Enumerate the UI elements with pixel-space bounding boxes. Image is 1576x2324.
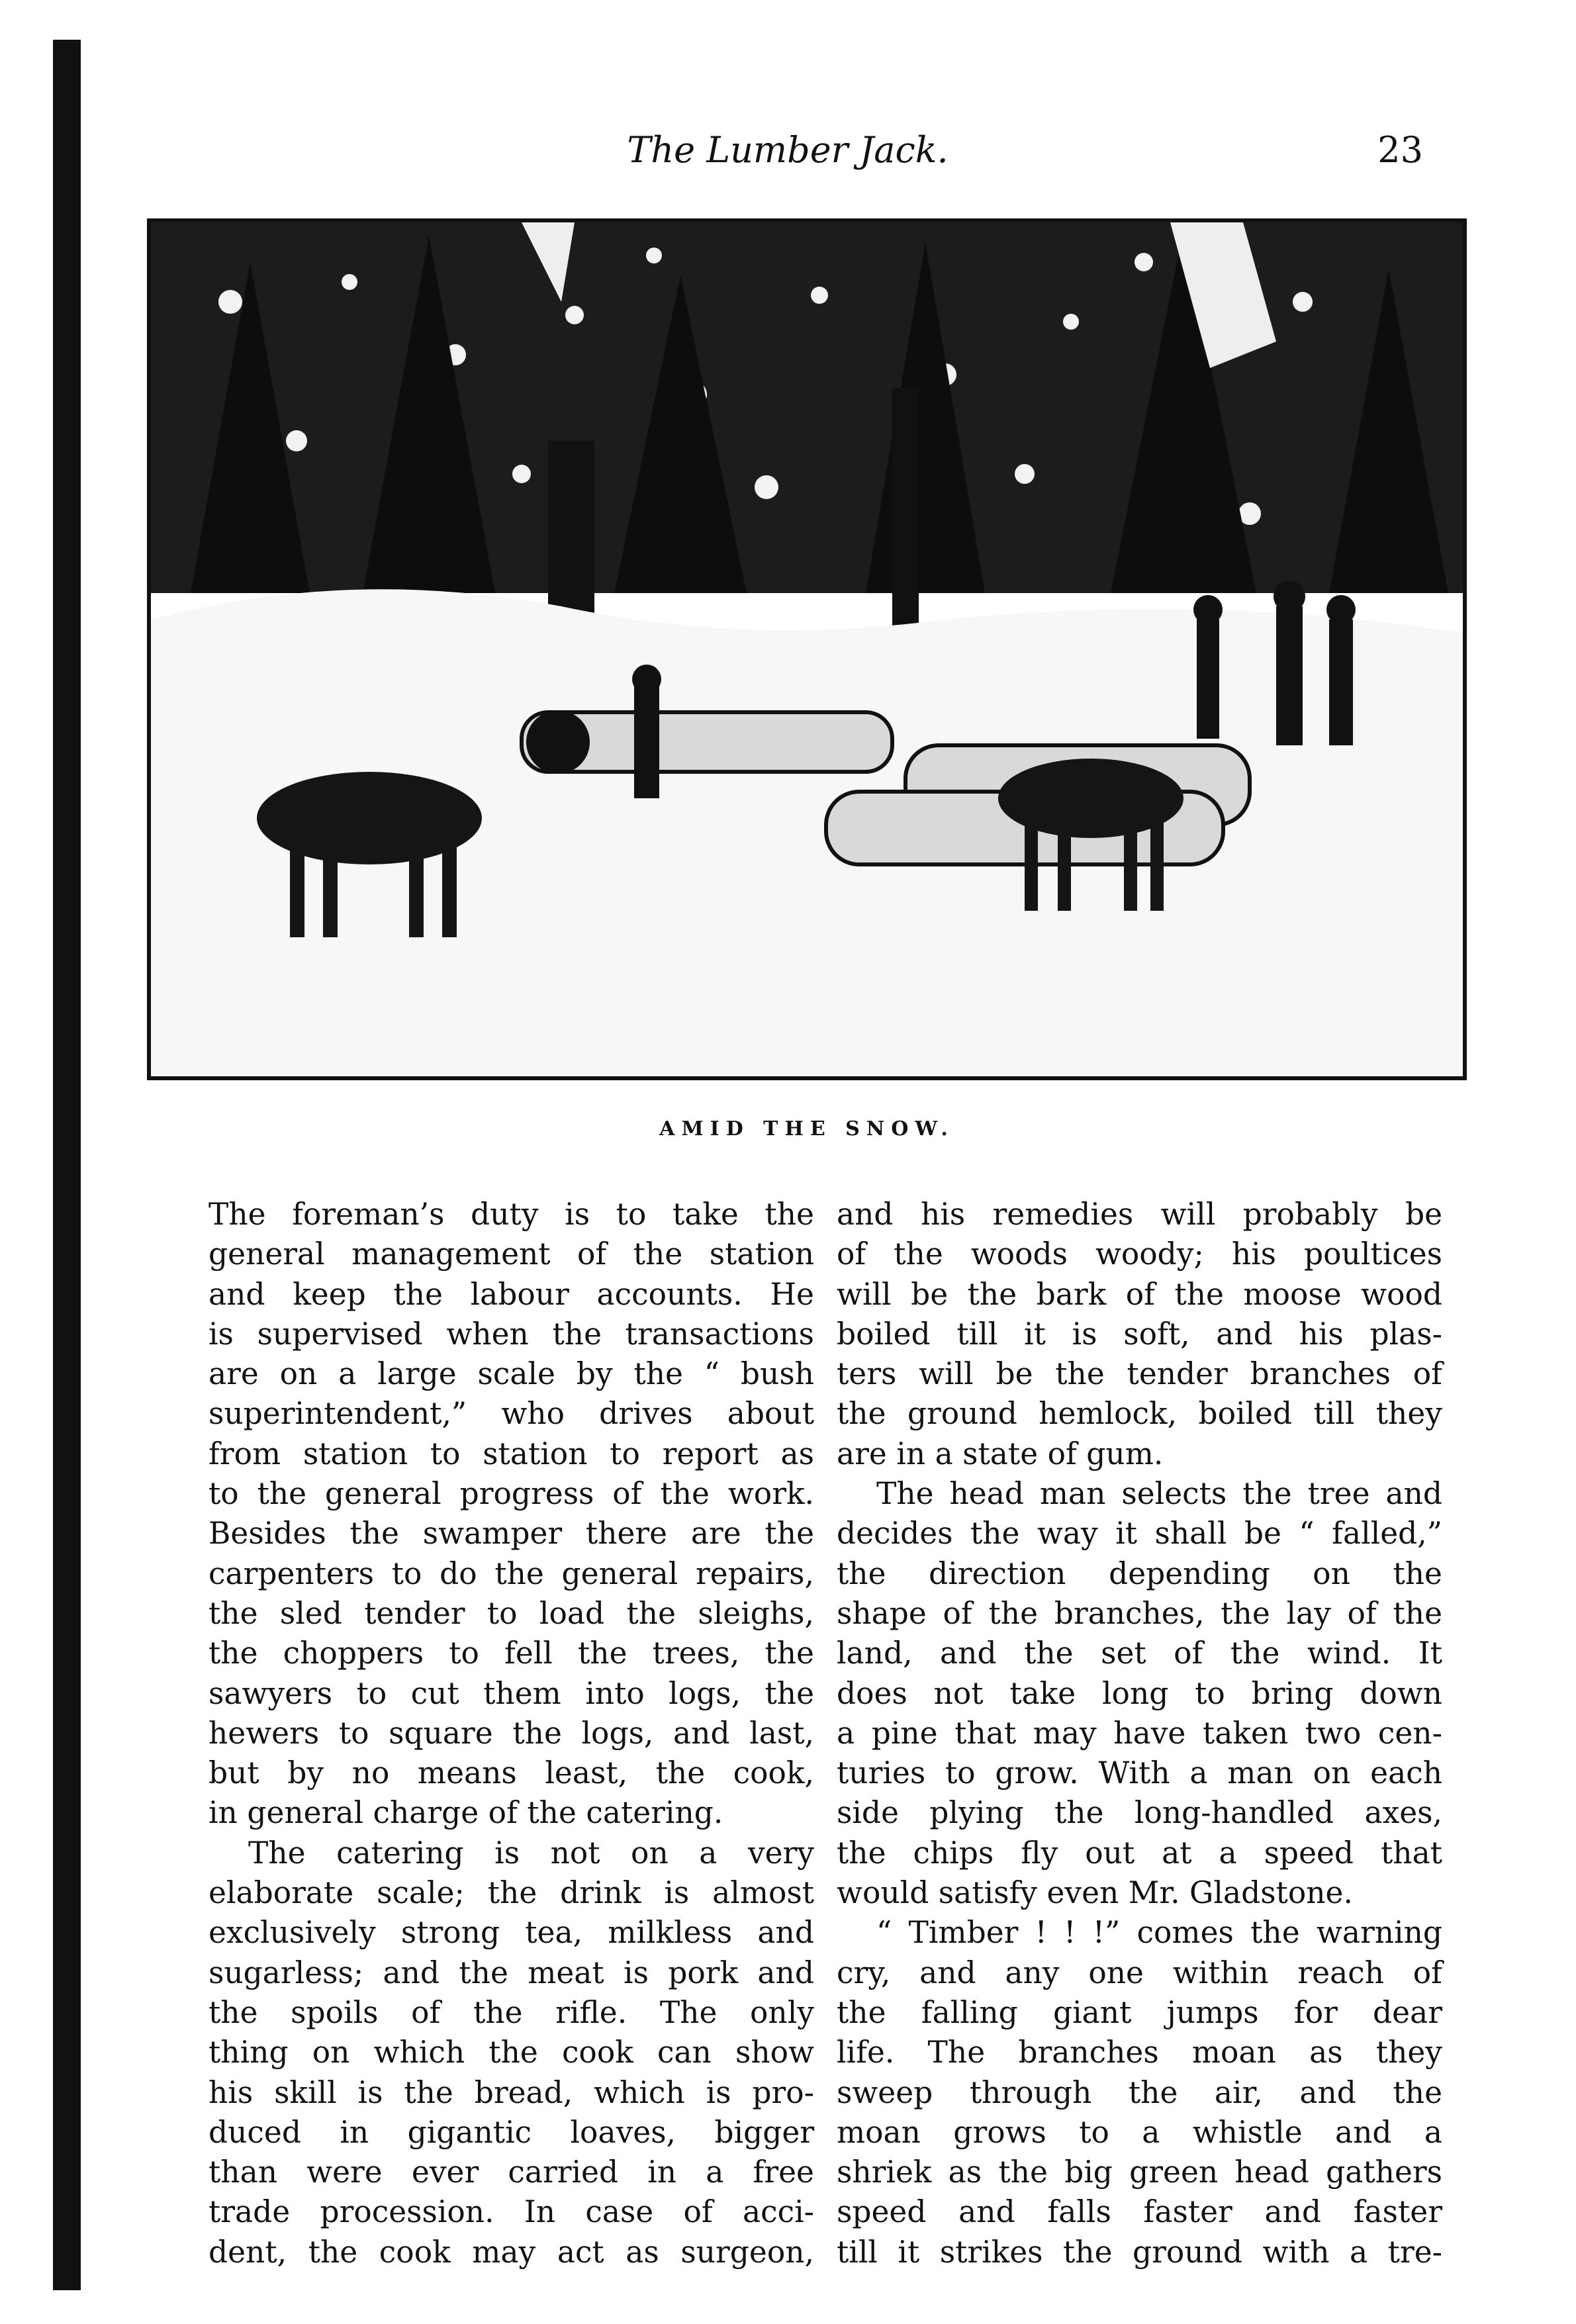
text-line: dent, the cook may act as surgeon, (209, 2234, 814, 2270)
text-line: from station to station to report as (209, 1436, 814, 1471)
text-line: the chips fly out at a speed that (837, 1835, 1442, 1871)
text-line: the spoils of the rifle. The only (209, 1994, 814, 2030)
text-line: sweep through the air, and the (837, 2074, 1442, 2110)
figure-caption: AMID THE SNOW. (659, 1117, 954, 1140)
text-line: moan grows to a whistle and a (837, 2114, 1442, 2150)
text-line: shape of the branches, the lay of the (837, 1595, 1442, 1631)
text-line: life. The branches moan as they (837, 2035, 1442, 2070)
text-line: turies to grow. With a man on each (837, 1755, 1442, 1791)
text-line: and keep the labour accounts. He (209, 1276, 814, 1312)
text-line: the falling giant jumps for dear (837, 1994, 1442, 2030)
text-line: the ground hemlock, boiled till they (837, 1396, 1442, 1432)
text-line: superintendent,” who drives about (209, 1396, 814, 1432)
winter-logging-scene-icon (151, 222, 1463, 1076)
text-line: would satisfy even Mr. Gladstone. (837, 1875, 1353, 1911)
text-line: general management of the station (209, 1236, 814, 1272)
text-line: carpenters to do the general repairs, (209, 1556, 814, 1591)
text-line: decides the way it shall be “ falled,” (837, 1516, 1442, 1552)
running-title: The Lumber Jack. (627, 129, 949, 171)
text-line: than were ever carried in a free (209, 2155, 814, 2190)
text-line: land, and the set of the wind. It (837, 1636, 1442, 1671)
text-line: cry, and any one within reach of (837, 1955, 1442, 1990)
text-line: sugarless; and the meat is pork and (209, 1955, 814, 1990)
text-line: are in a state of gum. (837, 1436, 1164, 1471)
text-line: “ Timber ! ! !” comes the warning (876, 1915, 1442, 1951)
page-header (152, 129, 1423, 182)
text-line: and his remedies will probably be (837, 1197, 1442, 1232)
text-line: The head man selects the tree and (876, 1476, 1442, 1512)
text-column-right (837, 1195, 1442, 2272)
text-line: trade procession. In case of acci- (209, 2194, 814, 2230)
text-line: but by no means least, the cook, (209, 1755, 814, 1791)
text-line: elaborate scale; the drink is almost (209, 1875, 814, 1911)
text-line: does not take long to bring down (837, 1675, 1442, 1711)
text-line: is supervised when the transactions (209, 1316, 814, 1352)
text-line: the sled tender to load the sleighs, (209, 1595, 814, 1631)
text-line: in general charge of the catering. (209, 1795, 723, 1831)
text-line: hewers to square the logs, and last, (209, 1715, 814, 1751)
text-line: of the woods woody; his poultices (837, 1236, 1442, 1272)
text-line: sawyers to cut them into logs, the (209, 1675, 814, 1711)
photo-amid-the-snow (147, 218, 1467, 1080)
text-line: side plying the long-handled axes, (837, 1795, 1442, 1831)
text-line: will be the bark of the moose wood (837, 1276, 1442, 1312)
text-line: duced in gigantic loaves, bigger (209, 2114, 814, 2150)
text-line: The foreman’s duty is to take the (209, 1197, 814, 1232)
text-line: are on a large scale by the “ bush (209, 1356, 814, 1392)
text-line: ters will be the tender branches of (837, 1356, 1442, 1392)
text-column-left (209, 1195, 814, 2272)
text-line: thing on which the cook can show (209, 2035, 814, 2070)
text-line: to the general progress of the work. (209, 1476, 814, 1512)
text-line: exclusively strong tea, milkless and (209, 1915, 814, 1951)
text-line: boiled till it is soft, and his plas- (837, 1316, 1442, 1352)
text-line: a pine that may have taken two cen- (837, 1715, 1442, 1751)
text-line: speed and falls faster and faster (837, 2194, 1442, 2230)
text-line: shriek as the big green head gathers (837, 2155, 1442, 2190)
text-line: Besides the swamper there are the (209, 1516, 814, 1552)
page-binding-edge (53, 40, 81, 2290)
text-line: till it strikes the ground with a tre- (837, 2234, 1442, 2270)
text-line: the choppers to fell the trees, the (209, 1636, 814, 1671)
page-number: 23 (1377, 129, 1423, 171)
text-line: his skill is the bread, which is pro- (209, 2074, 814, 2110)
text-line: The catering is not on a very (248, 1835, 814, 1871)
text-line: the direction depending on the (837, 1556, 1442, 1591)
